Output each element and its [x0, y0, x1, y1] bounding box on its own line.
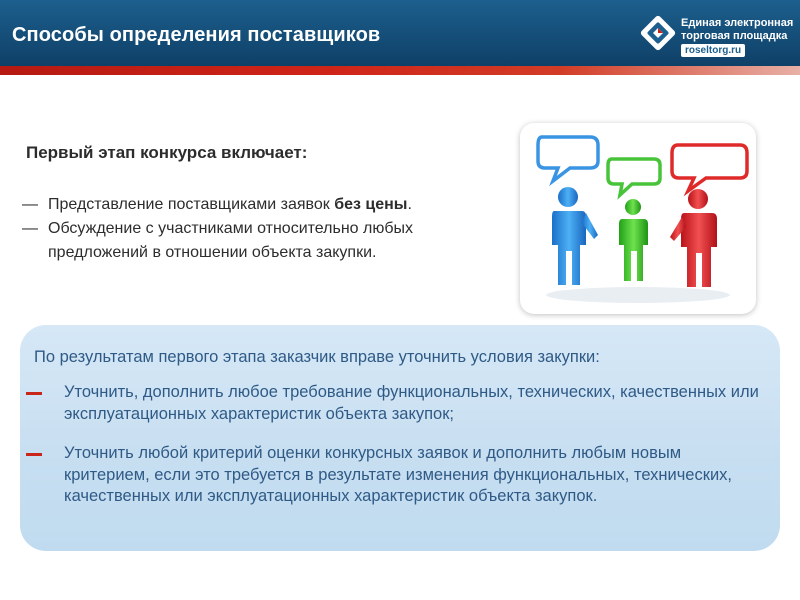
red-dash-bullet: [26, 392, 42, 395]
results-item-text: Уточнить любой критерий оценки конкурсных заявок и дополнить любым новым критерием, если это требуется в результате изменения функциональных, технических, качественных или эксплуатационных характеристик объекта закупок.: [64, 444, 733, 505]
stage1-item-text: Представление поставщиками заявок: [48, 196, 335, 213]
roseltorg-logo-icon: [640, 15, 676, 51]
red-dash-bullet: [26, 453, 42, 456]
results-box: [20, 325, 780, 551]
roseltorg-logo: [640, 11, 794, 59]
dash-bullet: —: [22, 220, 38, 237]
logo-url[interactable]: roseltorg.ru: [681, 44, 745, 57]
discussion-illustration: [520, 123, 756, 314]
stage1-list: [22, 193, 482, 265]
header-stripe: [0, 66, 800, 75]
logo-text-line2: торговая площадка: [681, 30, 788, 42]
stage1-item-text: Обсуждение с участниками относительно любых предложений в отношении объекта закупки.: [48, 220, 413, 261]
results-intro: По результатам первого этапа заказчик вправе уточнить условия закупки:: [34, 348, 600, 366]
stage1-item: [22, 217, 482, 265]
results-item: [64, 382, 764, 425]
results-item: [64, 443, 764, 508]
people-speech-bubbles-icon: [520, 123, 756, 314]
results-item-text: Уточнить, дополнить любое требование функциональных, технических, качественных или эксплуатационных характеристик объекта закупок;: [64, 383, 759, 423]
stage1-item-suffix: .: [407, 196, 412, 213]
stage1-title: Первый этап конкурса включает:: [26, 143, 308, 162]
page-title: Способы определения поставщиков: [12, 24, 381, 46]
stage1-item-bold: без цены: [334, 196, 408, 213]
dash-bullet: —: [22, 196, 38, 213]
logo-text-line1: Единая электронная: [681, 17, 794, 29]
stage1-item: [22, 193, 482, 217]
header-bar: [0, 0, 800, 66]
